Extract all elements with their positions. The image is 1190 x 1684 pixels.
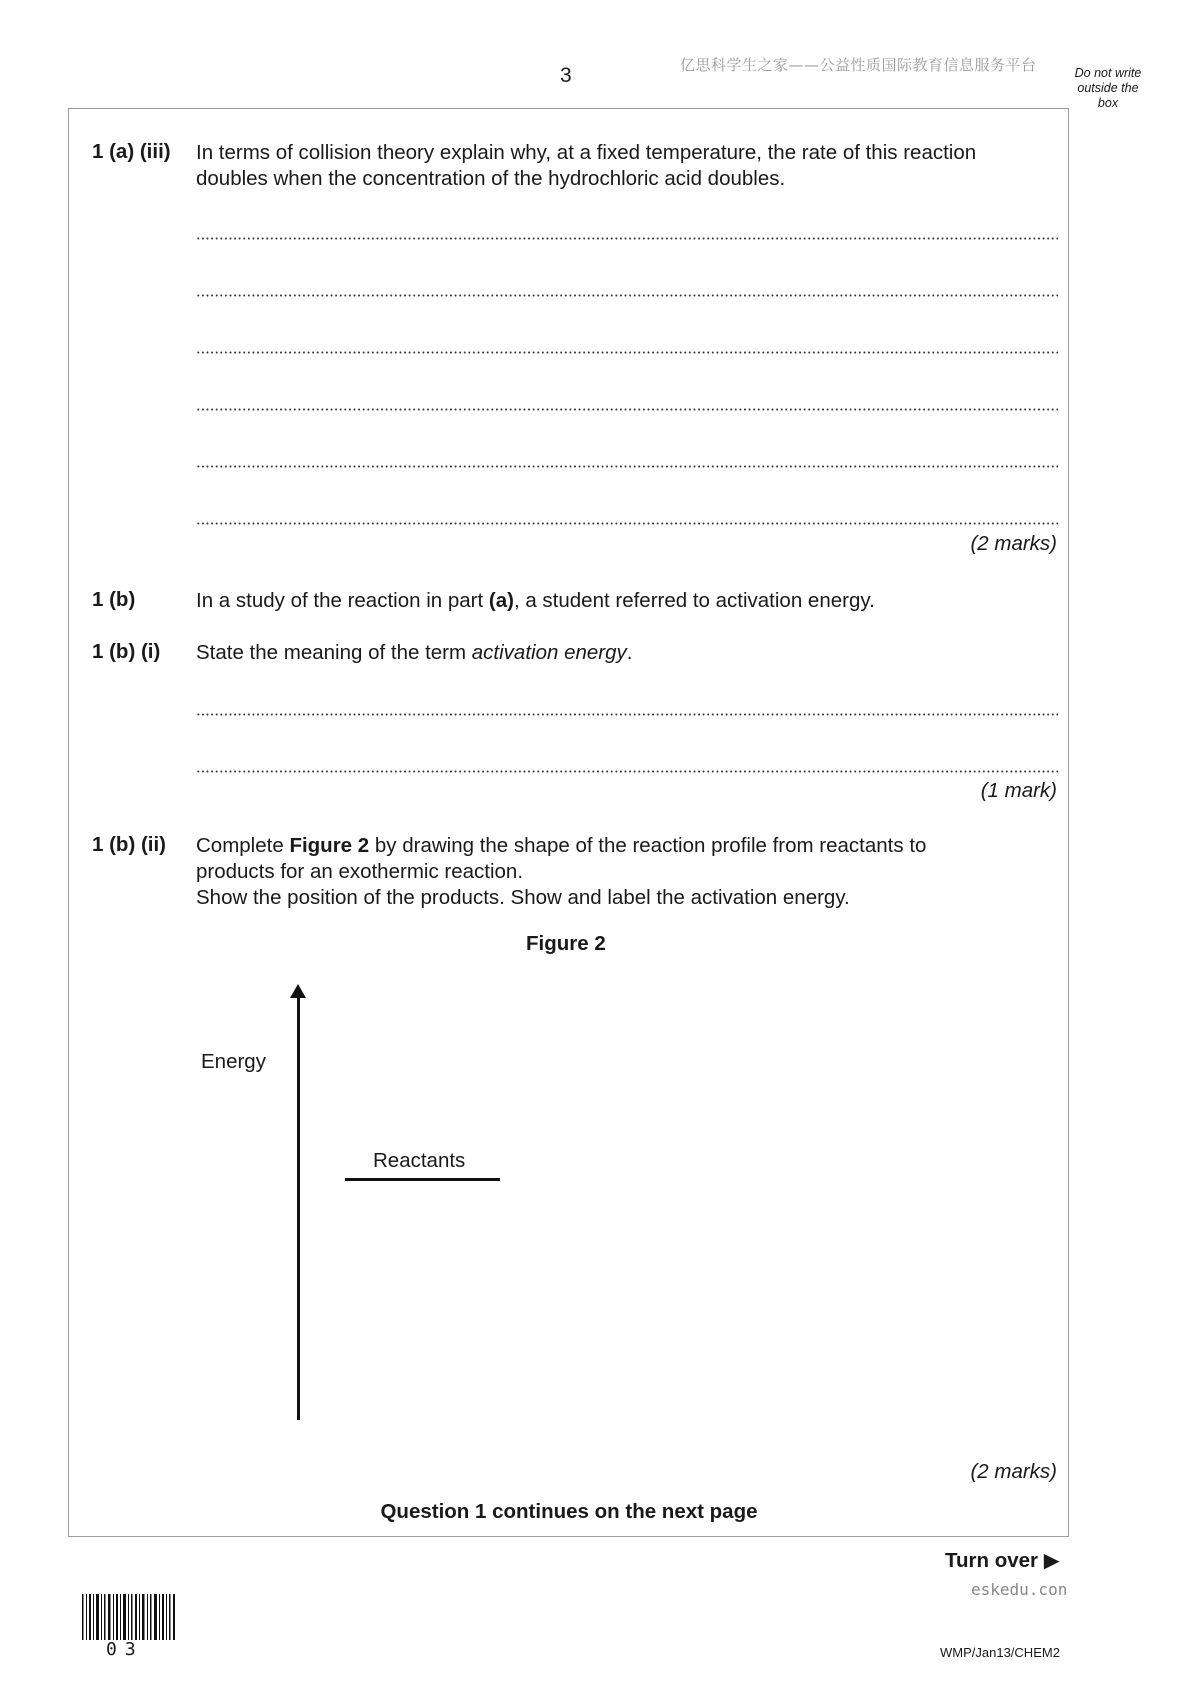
turn-over-label: Turn over ▶ [945,1549,1060,1572]
question-number: 1 (a) (iii) [92,140,171,163]
energy-axis [297,996,300,1420]
reactants-level-line [345,1178,500,1181]
question-text-part: by drawing the shape of the reaction profile from reactants to [369,834,927,857]
margin-note-line: Do not write [1074,66,1142,80]
question-number: 1 (b) (ii) [92,833,167,856]
continues-note: Question 1 continues on the next page [380,1500,758,1523]
answer-line[interactable] [196,713,1058,716]
question-text-part: , a student referred to activation energy. [513,589,875,612]
question-text-line: Show the position of the products. Show and label the activation energy. [196,886,850,909]
question-text-line [196,833,1058,859]
question-text [196,640,1058,666]
answer-line[interactable] [196,522,1058,525]
page-number: 3 [560,64,572,87]
question-text-line: In terms of collision theory explain why, at a fixed temperature, the rate of this reaction [196,141,977,164]
answer-line[interactable] [196,294,1058,297]
marks-label: (2 marks) [970,532,1057,555]
marks-label: (1 mark) [980,779,1057,802]
barcode-icon [82,1594,177,1640]
figure-title: Figure 2 [526,932,606,955]
answer-line[interactable] [196,351,1058,354]
margin-note-line: box [1097,96,1119,110]
question-text [196,588,1058,614]
question-text [196,140,1058,192]
question-text-bold: (a) [488,589,514,612]
reactants-label: Reactants [373,1149,466,1172]
margin-note [1066,66,1150,111]
y-axis-label: Energy [201,1050,266,1073]
watermark-text: 亿思科学生之家——公益性质国际教育信息服务平台 [680,56,1037,74]
question-text-part: State the meaning of the term [196,641,472,664]
barcode-text: 03 [106,1639,144,1660]
question-text-bold: Figure 2 [289,834,370,857]
answer-line[interactable] [196,408,1058,411]
question-number: 1 (b) [92,588,136,611]
question-text [196,833,1058,911]
marks-label: (2 marks) [970,1460,1057,1483]
answer-line[interactable] [196,237,1058,240]
question-text-part: In a study of the reaction in part [196,589,489,612]
paper-reference: WMP/Jan13/CHEM2 [940,1645,1060,1660]
answer-box-border [68,108,1069,1537]
question-text-line: doubles when the concentration of the hydrochloric acid doubles. [196,167,786,190]
question-text-italic: activation energy [471,641,627,664]
site-watermark: eskedu.con [971,1580,1068,1599]
question-text-part: . [626,641,633,664]
answer-line[interactable] [196,465,1058,468]
question-number: 1 (b) (i) [92,640,161,663]
answer-line[interactable] [196,770,1058,773]
margin-note-line: outside the [1077,81,1139,95]
question-text-line: products for an exothermic reaction. [196,860,524,883]
question-text-part: Complete [196,834,290,857]
